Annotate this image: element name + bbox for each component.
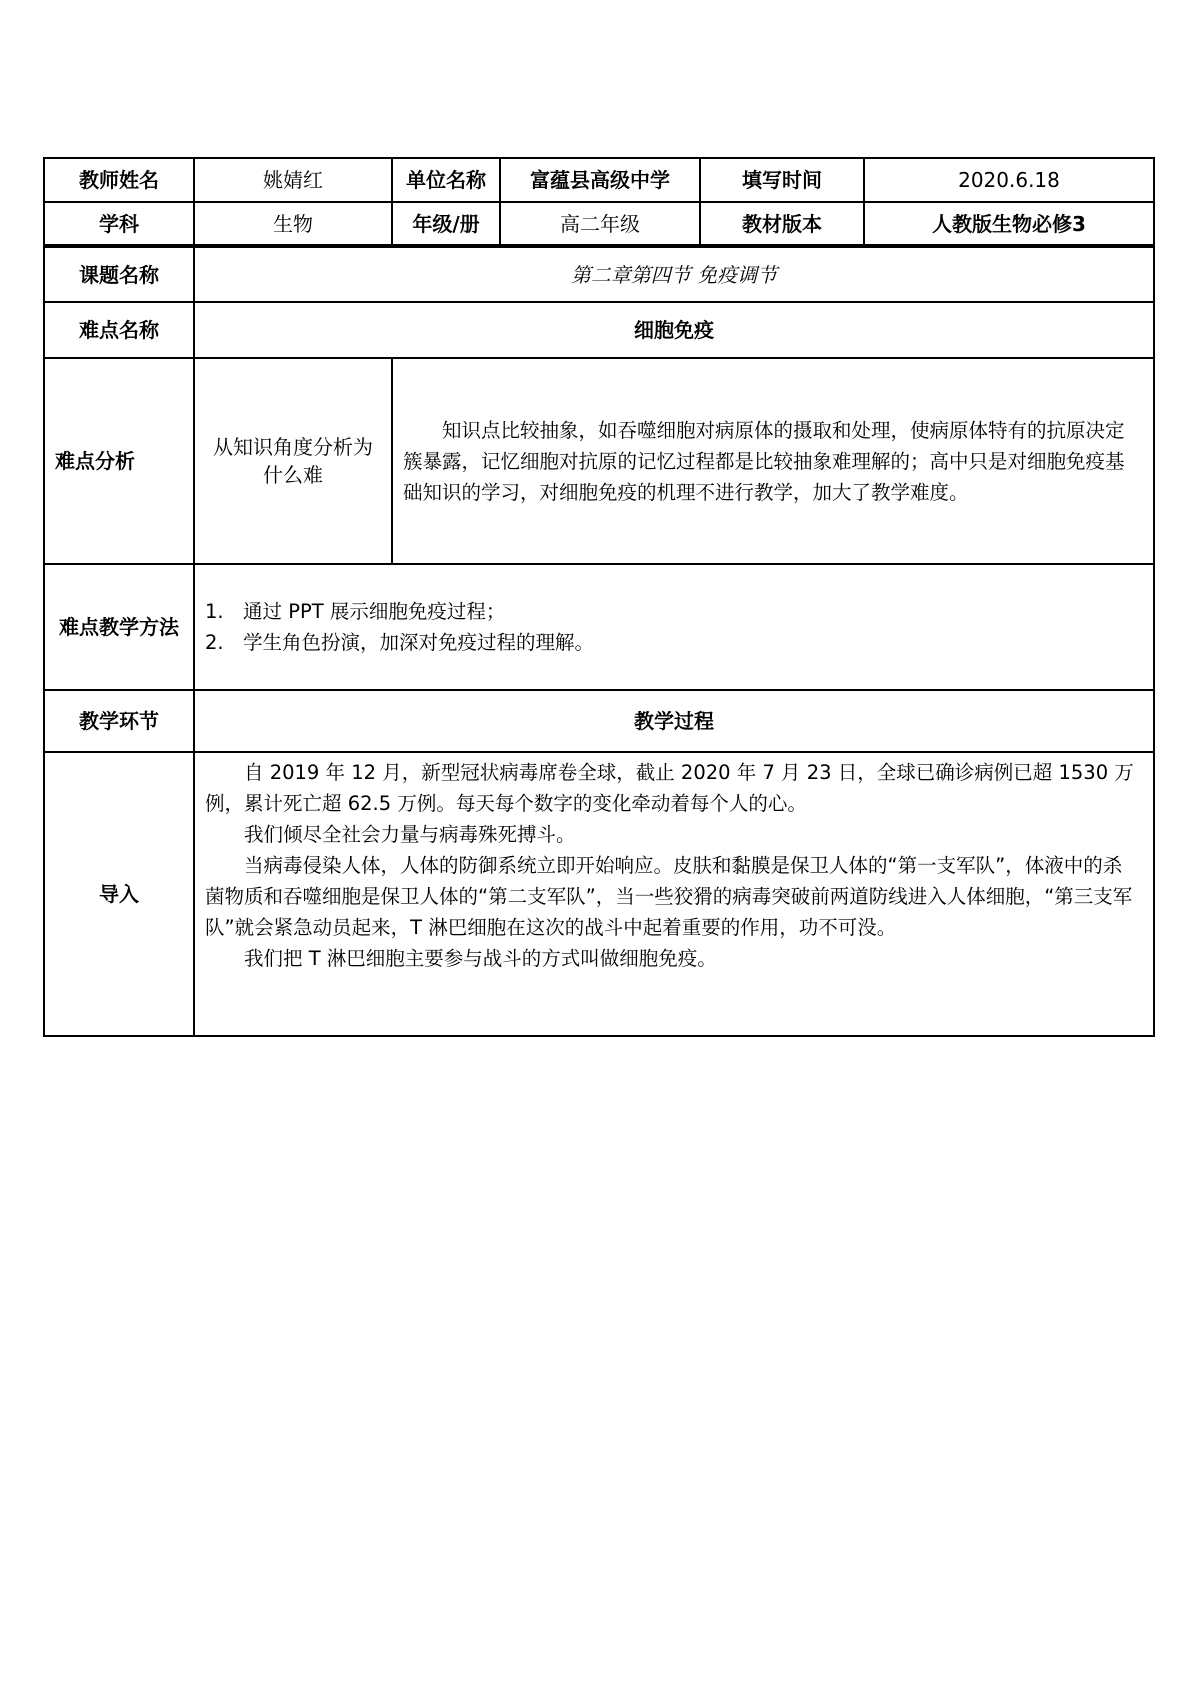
row-teacher: [44, 158, 1154, 202]
method-item-text: 通过 PPT 展示细胞免疫过程；: [243, 600, 506, 623]
method-list: [194, 564, 1154, 690]
date-label: 填写时间: [700, 158, 864, 202]
difficulty-label: 难点名称: [44, 302, 194, 358]
process-label: 教学环节: [44, 690, 194, 752]
topic-label: 课题名称: [44, 246, 194, 302]
teacher-value: 姚婧红: [194, 158, 392, 202]
method-item-num: 1.: [205, 600, 224, 623]
difficulty-value: 细胞免疫: [194, 302, 1154, 358]
lesson-table: [43, 157, 1155, 1037]
subject-value: 生物: [194, 202, 392, 246]
row-difficulty: [44, 302, 1154, 358]
analysis-text-cell: [392, 358, 1154, 564]
method-label: 难点教学方法: [44, 564, 194, 690]
analysis-label: 难点分析: [44, 358, 194, 564]
method-item: [205, 596, 1143, 627]
row-method: [44, 564, 1154, 690]
method-item: [205, 627, 1143, 658]
process-value: 教学过程: [194, 690, 1154, 752]
teacher-label: 教师姓名: [44, 158, 194, 202]
unit-value: 富蕴县高级中学: [500, 158, 700, 202]
intro-paragraph: 我们倾尽全社会力量与病毒殊死搏斗。: [244, 823, 576, 846]
grade-value: 高二年级: [500, 202, 700, 246]
date-value: 2020.6.18: [864, 158, 1154, 202]
unit-label: 单位名称: [392, 158, 500, 202]
intro-label: 导入: [44, 752, 194, 1036]
analysis-text: 知识点比较抽象，如吞噬细胞对病原体的摄取和处理，使病原体特有的抗原决定簇暴露，记忆细胞对抗原的记忆过程都是比较抽象难理解的；高中只是对细胞免疫基础知识的学习，对细胞免疫的机理不进行教学，加大了教学难度。: [403, 418, 1125, 504]
method-item-text: 学生角色扮演，加深对免疫过程的理解。: [243, 631, 595, 654]
intro-paragraph: 当病毒侵染人体，人体的防御系统立即开始响应。皮肤和黏膜是保卫人体的“第一支军队”，体液中的杀菌物质和吞噬细胞是保卫人体的“第二支军队”，当一些狡猾的病毒突破前两道防线进入人体细胞，“第三支军队”就会紧急动员起来，T 淋巴细胞在这次的战斗中起着重要的作用，功不可没。: [205, 854, 1133, 939]
intro-text-cell: [194, 752, 1154, 1036]
analysis-sub-label: 从知识角度分析为什么难: [194, 358, 392, 564]
intro-paragraph: 我们把 T 淋巴细胞主要参与战斗的方式叫做细胞免疫。: [244, 947, 717, 970]
edition-value: 人教版生物必修3: [864, 202, 1154, 246]
lesson-plan-table: [43, 157, 1153, 1037]
row-process-header: [44, 690, 1154, 752]
edition-label: 教材版本: [700, 202, 864, 246]
method-item-num: 2.: [205, 631, 224, 654]
grade-label: 年级/册: [392, 202, 500, 246]
row-analysis: [44, 358, 1154, 564]
row-topic: [44, 246, 1154, 302]
topic-value: 第二章第四节 免疫调节: [194, 246, 1154, 302]
row-subject: [44, 202, 1154, 246]
row-intro: [44, 752, 1154, 1036]
intro-paragraph: 自 2019 年 12 月，新型冠状病毒席卷全球，截止 2020 年 7 月 23 日，全球已确诊病例已超 1530 万例，累计死亡超 62.5 万例。每天每个数字的变化牵动着每个人的心。: [205, 761, 1134, 815]
subject-label: 学科: [44, 202, 194, 246]
